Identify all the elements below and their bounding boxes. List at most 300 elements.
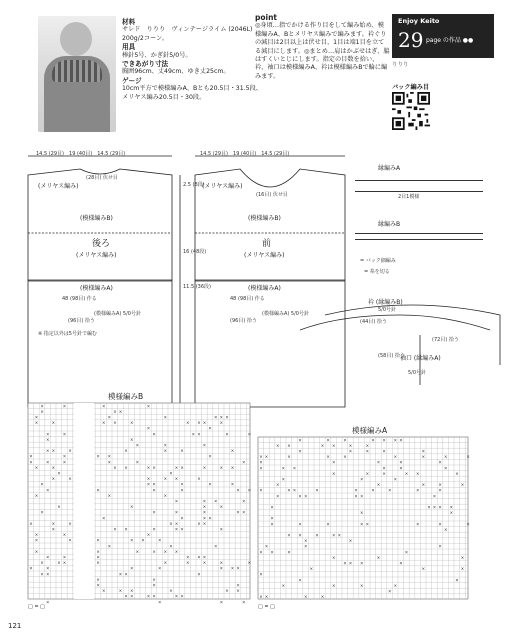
chart-symbol: × xyxy=(421,448,426,454)
size-text: 胸囲96cm、丈49cm、ゆき丈25cm。 xyxy=(122,68,230,76)
chart-symbol: × xyxy=(270,549,274,555)
chart-symbol: × xyxy=(393,454,398,460)
chart-symbol: × xyxy=(174,548,179,554)
chart-symbol: × xyxy=(393,582,398,588)
chart-symbol: × xyxy=(68,476,72,482)
chart-symbol: × xyxy=(427,504,431,510)
chart-symbol: × xyxy=(371,437,375,443)
chart-symbol: × xyxy=(326,437,330,443)
chart-symbol: × xyxy=(236,487,240,493)
chart-symbol: × xyxy=(152,526,156,532)
dim-d1: 11.5 (36段) xyxy=(183,284,211,290)
chart-symbol: × xyxy=(242,509,246,515)
chart-symbol: × xyxy=(113,408,117,414)
chart-symbol: × xyxy=(264,594,269,600)
chart-symbol: × xyxy=(298,437,302,443)
chart-symbol: × xyxy=(225,414,229,420)
note: ※ 指定以外は5号針で編む xyxy=(38,331,97,337)
chart-symbol: × xyxy=(146,464,151,470)
chart-symbol: × xyxy=(270,504,274,510)
chart-symbol: × xyxy=(354,487,358,493)
chart-symbol: × xyxy=(259,571,263,577)
chart-symbol: × xyxy=(102,403,106,409)
chart-symbol: × xyxy=(460,554,465,560)
chart-symbol: × xyxy=(365,470,370,476)
chart-symbol: × xyxy=(46,436,50,442)
chart-symbol: × xyxy=(124,593,128,599)
back-pattern-a: (模様編みA) xyxy=(80,285,113,292)
swatch-a-title: 縁編みA xyxy=(378,165,401,172)
chart-symbol: × xyxy=(40,408,44,414)
chart-symbol: × xyxy=(281,465,286,471)
chart-symbol: × xyxy=(180,464,184,470)
chart-symbol: × xyxy=(180,487,184,493)
tag-suffix: page の作品 ●● xyxy=(426,37,474,44)
chart-symbol: × xyxy=(360,521,364,527)
swatch-b-legend2: = 糸を切る xyxy=(364,269,390,275)
chart-symbol: × xyxy=(102,420,106,426)
chart-symbol: × xyxy=(46,565,50,571)
back-cast-on: 48 (98目) 作る xyxy=(62,296,97,302)
chart-symbol: × xyxy=(365,448,370,454)
chart-symbol: × xyxy=(348,442,353,448)
chart-symbol: × xyxy=(320,442,325,448)
garment-schematics xyxy=(0,145,506,340)
chart-symbol: × xyxy=(130,593,134,599)
chart-symbol: × xyxy=(365,521,370,527)
chart-symbol: × xyxy=(62,532,67,538)
chart-symbol: × xyxy=(40,560,44,566)
chart-symbol: × xyxy=(287,532,291,538)
chart-symbol: × xyxy=(219,414,224,420)
chart-symbol: × xyxy=(135,548,140,554)
chart-symbol: × xyxy=(332,442,336,448)
chart-symbol: × xyxy=(202,504,207,510)
chart-symbol: × xyxy=(174,498,179,504)
chart-symbol: × xyxy=(214,498,218,504)
legend-b: □ = □ xyxy=(28,604,45,610)
chart-symbol: × xyxy=(360,510,364,516)
chart-symbol: × xyxy=(29,453,33,459)
chart-symbol: × xyxy=(382,470,386,476)
chart-symbol: × xyxy=(298,448,302,454)
gauge-text: 10cm平方で模様編みA、Bとも20.5目・31.5段、メリヤス編み20.5目・30段。 xyxy=(122,85,262,101)
chart-symbol: × xyxy=(219,526,224,532)
chart-symbol: × xyxy=(107,459,112,465)
chart-symbol: × xyxy=(449,504,454,510)
chart-symbol: × xyxy=(163,476,168,482)
chart-symbol: × xyxy=(163,492,168,498)
chart-symbol: × xyxy=(158,565,162,571)
chart-symbol: × xyxy=(96,582,100,588)
collar-title: 衿 (縁編みB) xyxy=(368,299,403,306)
front-top-dims: 14.5 (29目) 19 (40目) 14.5 (29目) xyxy=(200,151,290,157)
chart-symbol: × xyxy=(438,521,442,527)
chart-symbol: × xyxy=(438,543,442,549)
front-subtitle: (メリヤス編み) xyxy=(244,252,285,259)
chart-symbol: × xyxy=(57,504,61,510)
chart-symbol: × xyxy=(202,560,207,566)
chart-symbol: × xyxy=(376,554,381,560)
chart-symbol: × xyxy=(259,549,263,555)
materials-block xyxy=(122,18,262,102)
chart-symbol: × xyxy=(332,459,336,465)
chart-symbol: × xyxy=(382,465,386,471)
chart-symbol: × xyxy=(51,476,56,482)
chart-symbol: × xyxy=(287,549,291,555)
chart-symbol: × xyxy=(34,464,39,470)
legend-a: □ = □ xyxy=(258,604,275,610)
chart-symbol: × xyxy=(135,442,140,448)
chart-symbol: × xyxy=(332,582,336,588)
chart-symbol: × xyxy=(34,420,39,426)
chart-symbol: × xyxy=(455,470,459,476)
chart-symbol: × xyxy=(292,487,297,493)
chart-symbol: × xyxy=(169,588,173,594)
chart-symbol: × xyxy=(298,532,302,538)
chart-symbol: × xyxy=(388,487,392,493)
chart-symbol: × xyxy=(152,481,156,487)
chart-symbol: × xyxy=(208,425,212,431)
chart-symbol: × xyxy=(304,543,308,549)
chart-symbol: × xyxy=(371,487,375,493)
chart-symbol: × xyxy=(197,476,201,482)
chart-symbol: × xyxy=(365,442,370,448)
gauge-heading: ゲージ xyxy=(122,76,142,85)
chart-symbol: × xyxy=(130,504,134,510)
chart-symbol: × xyxy=(214,543,218,549)
chart-symbol: × xyxy=(130,537,134,543)
chart-symbol: × xyxy=(214,414,218,420)
chart-symbol: × xyxy=(376,459,381,465)
chart-symbol: × xyxy=(158,537,162,543)
chart-symbol: × xyxy=(163,414,168,420)
qr-code[interactable] xyxy=(392,92,430,130)
chart-symbol: × xyxy=(225,431,229,437)
chart-symbol: × xyxy=(343,454,347,460)
chart-symbol: × xyxy=(236,582,240,588)
back-neck: (28目) 伏せ目 xyxy=(86,175,118,181)
chart-symbol: × xyxy=(298,577,302,583)
chart-symbol: × xyxy=(146,481,151,487)
chart-symbol: × xyxy=(315,487,319,493)
chart-symbol: × xyxy=(146,403,151,409)
chart-symbol: × xyxy=(259,487,263,493)
chart-symbol: × xyxy=(376,482,381,488)
chart-symbol: × xyxy=(326,454,330,460)
chart-symbol: × xyxy=(180,448,184,454)
model-head xyxy=(60,22,92,56)
chart-symbol: × xyxy=(208,481,212,487)
chart-symbol: × xyxy=(113,464,117,470)
chart-symbol: × xyxy=(343,560,347,566)
chart-a-title: 模様編みA xyxy=(352,426,388,435)
dim-d5: 2.5 (8段) xyxy=(183,182,205,188)
chart-symbol: × xyxy=(130,565,134,571)
chart-symbol: × xyxy=(51,526,56,532)
chart-symbol: × xyxy=(304,493,308,499)
chart-symbol: × xyxy=(304,538,308,544)
page-tag xyxy=(392,14,494,58)
chart-symbol: × xyxy=(163,560,168,566)
collar-stitches: (44目) 拾う xyxy=(360,319,387,325)
chart-symbol: × xyxy=(332,532,336,538)
back-subtitle: (メリヤス編み) xyxy=(76,252,117,259)
swatch-a-sub: 2目1模様 xyxy=(398,194,420,200)
chart-symbol: × xyxy=(135,459,140,465)
page-number: 121 xyxy=(8,622,22,630)
chart-symbol: × xyxy=(444,454,448,460)
chart-symbol: × xyxy=(438,459,442,465)
chart-symbol: × xyxy=(113,420,117,426)
chart-symbol: × xyxy=(388,588,392,594)
chart-symbol: × xyxy=(354,493,358,499)
chart-symbol: × xyxy=(46,554,50,560)
chart-symbol: × xyxy=(208,515,212,521)
chart-symbol: × xyxy=(152,509,156,515)
chart-symbol: × xyxy=(96,548,100,554)
chart-symbol: × xyxy=(202,442,207,448)
chart-symbol: × xyxy=(202,515,207,521)
chart-a-grid xyxy=(258,437,468,599)
chart-symbol: × xyxy=(46,599,50,605)
chart-symbol: × xyxy=(332,470,336,476)
chart-symbol: × xyxy=(174,520,179,526)
chart-symbol: × xyxy=(292,465,297,471)
chart-symbol: × xyxy=(51,420,56,426)
chart-symbol: × xyxy=(40,403,44,409)
chart-symbol: × xyxy=(174,464,179,470)
chart-symbol: × xyxy=(96,453,100,459)
front-title: 前 xyxy=(262,239,272,249)
chart-symbol: × xyxy=(96,560,100,566)
collar-needle: 5/0号針 xyxy=(378,307,397,313)
model-photo xyxy=(38,16,116,132)
tag-sub: りりり xyxy=(392,62,409,68)
chart-symbol: × xyxy=(281,582,286,588)
chart-symbol: × xyxy=(337,532,342,538)
chart-symbol: × xyxy=(68,448,72,454)
chart-symbol: × xyxy=(460,566,465,572)
chart-symbol: × xyxy=(247,487,252,493)
chart-symbol: × xyxy=(96,537,100,543)
chart-symbol: × xyxy=(169,520,173,526)
chart-symbol: × xyxy=(118,408,123,414)
chart-symbol: × xyxy=(152,582,156,588)
chart-symbol: × xyxy=(348,560,353,566)
chart-b-title: 模様編みB xyxy=(108,392,144,401)
chart-symbol: × xyxy=(62,431,67,437)
qr-label: バック編み目 xyxy=(392,84,430,91)
chart-symbol: × xyxy=(382,437,386,443)
chart-symbol: × xyxy=(46,448,50,454)
chart-symbol: × xyxy=(416,521,420,527)
chart-symbol: × xyxy=(438,482,442,488)
chart-symbol: × xyxy=(146,476,151,482)
back-hem: (模様編みA) 5/0号針 xyxy=(94,311,141,317)
chart-symbol: × xyxy=(421,454,426,460)
chart-symbol: × xyxy=(219,420,224,426)
chart-symbol: × xyxy=(130,588,134,594)
chart-symbol: × xyxy=(197,554,201,560)
chart-symbol: × xyxy=(174,476,179,482)
chart-symbol: × xyxy=(163,448,168,454)
chart-symbol: × xyxy=(40,509,44,515)
chart-symbol: × xyxy=(242,459,246,465)
chart-symbol: × xyxy=(298,521,302,527)
chart-symbol: × xyxy=(57,560,61,566)
front-pattern-a: (模様編みA) xyxy=(248,285,281,292)
chart-symbol: × xyxy=(360,560,364,566)
front-cast-on: 48 (98目) 作る xyxy=(230,296,265,302)
point-heading: point xyxy=(255,13,278,22)
chart-symbol: × xyxy=(421,566,426,572)
back-top-dims: 14.5 (29目) 19 (40目) 14.5 (29目) xyxy=(36,151,126,157)
chart-symbol: × xyxy=(34,414,39,420)
chart-symbol: × xyxy=(40,571,44,577)
chart-symbol: × xyxy=(163,442,168,448)
chart-symbol: × xyxy=(259,594,263,600)
chart-symbol: × xyxy=(124,571,128,577)
chart-symbol: × xyxy=(96,554,100,560)
chart-symbol: × xyxy=(130,436,134,442)
chart-symbol: × xyxy=(174,509,179,515)
chart-symbol: × xyxy=(230,565,235,571)
chart-symbol: × xyxy=(152,548,156,554)
chart-symbol: × xyxy=(29,565,33,571)
chart-symbol: × xyxy=(186,560,190,566)
chart-symbol: × xyxy=(360,582,364,588)
chart-symbol: × xyxy=(444,526,448,532)
back-top-pattern: (メリヤス編み) xyxy=(38,183,79,190)
point-block xyxy=(255,14,390,81)
chart-symbol: × xyxy=(46,487,50,493)
chart-symbol: × xyxy=(146,532,151,538)
chart-symbol: × xyxy=(230,448,235,454)
chart-symbol: × xyxy=(102,515,106,521)
chart-symbol: × xyxy=(180,481,184,487)
chart-symbol: × xyxy=(264,454,269,460)
front-neck: (16目) 伏せ目 xyxy=(256,192,288,198)
materials-text: サレド りりり ヴィンテージライム (2046L) 200g/2コーン。 xyxy=(122,26,253,42)
cuff-stitches: (72目) 拾う xyxy=(432,337,459,343)
front-pattern-b: (模様編みB) xyxy=(248,215,281,222)
chart-symbol: × xyxy=(242,599,246,605)
chart-symbol: × xyxy=(113,526,117,532)
chart-symbol: × xyxy=(62,459,67,465)
chart-symbol: × xyxy=(68,537,72,543)
chart-symbol: × xyxy=(146,425,151,431)
chart-symbol: × xyxy=(62,560,67,566)
dim-d2: 16 (48段) xyxy=(183,249,207,255)
front-hem: (模様編みA) 5/0号針 xyxy=(262,311,309,317)
chart-symbol: × xyxy=(219,464,224,470)
tools-heading: 用具 xyxy=(122,43,136,52)
swatch-b-legend1: = バック細編み xyxy=(360,258,396,264)
front-top-pattern: (メリヤス編み) xyxy=(202,183,243,190)
chart-symbol: × xyxy=(51,520,56,526)
chart-symbol: × xyxy=(416,487,420,493)
back-title: 後ろ xyxy=(92,239,111,249)
chart-symbol: × xyxy=(304,594,308,600)
chart-symbol: × xyxy=(432,504,437,510)
cuff-needle: 5/0号針 xyxy=(408,370,427,376)
chart-symbol: × xyxy=(326,521,330,527)
chart-symbol: × xyxy=(152,431,156,437)
chart-symbol: × xyxy=(399,459,403,465)
chart-symbol: × xyxy=(51,448,56,454)
chart-symbol: × xyxy=(298,493,302,499)
chart-symbol: × xyxy=(158,599,162,605)
chart-symbol: × xyxy=(96,487,100,493)
chart-symbol: × xyxy=(186,554,190,560)
size-heading: できあがり寸法 xyxy=(122,60,169,69)
chart-symbol: × xyxy=(107,492,112,498)
chart-symbol: × xyxy=(421,482,426,488)
tools-text: 棒針5号、かぎ針5/0号。 xyxy=(122,51,192,59)
chart-symbol: × xyxy=(393,437,398,443)
chart-symbol: × xyxy=(287,442,291,448)
chart-symbol: × xyxy=(315,532,319,538)
chart-symbol: × xyxy=(197,520,201,526)
chart-symbol: × xyxy=(118,588,123,594)
chart-symbol: × xyxy=(247,431,252,437)
chart-symbol: × xyxy=(449,510,454,516)
chart-symbol: × xyxy=(236,588,240,594)
chart-symbol: × xyxy=(202,498,207,504)
chart-symbol: × xyxy=(180,526,184,532)
chart-symbol: × xyxy=(230,481,235,487)
chart-symbol: × xyxy=(202,554,207,560)
chart-symbol: × xyxy=(259,459,263,465)
chart-symbol: × xyxy=(416,470,420,476)
chart-symbol: × xyxy=(225,588,229,594)
chart-symbol: × xyxy=(152,576,156,582)
chart-symbol: × xyxy=(466,521,470,527)
chart-symbol: × xyxy=(399,560,403,566)
chart-symbol: × xyxy=(46,459,50,465)
chart-symbol: × xyxy=(360,476,364,482)
chart-symbol: × xyxy=(57,470,61,476)
chart-symbol: × xyxy=(107,543,112,549)
chart-symbol: × xyxy=(264,543,269,549)
chart-symbol: × xyxy=(68,520,72,526)
chart-symbol: × xyxy=(270,521,274,527)
chart-b-grid xyxy=(28,403,252,605)
chart-symbol: × xyxy=(124,448,128,454)
chart-symbol: × xyxy=(191,431,196,437)
chart-symbol: × xyxy=(146,593,151,599)
chart-symbol: × xyxy=(34,532,39,538)
chart-symbol: × xyxy=(438,487,442,493)
chart-symbol: × xyxy=(62,403,67,409)
chart-symbol: × xyxy=(124,526,128,532)
chart-symbol: × xyxy=(348,448,353,454)
chart-symbol: × xyxy=(197,571,201,577)
chart-symbol: × xyxy=(460,482,465,488)
sweater-yoke xyxy=(52,60,102,82)
chart-symbol: × xyxy=(348,538,353,544)
chart-symbol: × xyxy=(444,465,448,471)
chart-symbol: × xyxy=(259,465,263,471)
chart-symbol: × xyxy=(208,453,212,459)
back-pattern-b: (模様編みB) xyxy=(80,215,113,222)
chart-symbol: × xyxy=(174,593,179,599)
swatch-b-title: 縁編みB xyxy=(378,221,401,228)
chart-symbol: × xyxy=(180,593,184,599)
chart-symbol: × xyxy=(202,420,207,426)
tag-label: Enjoy Keito xyxy=(398,17,440,25)
